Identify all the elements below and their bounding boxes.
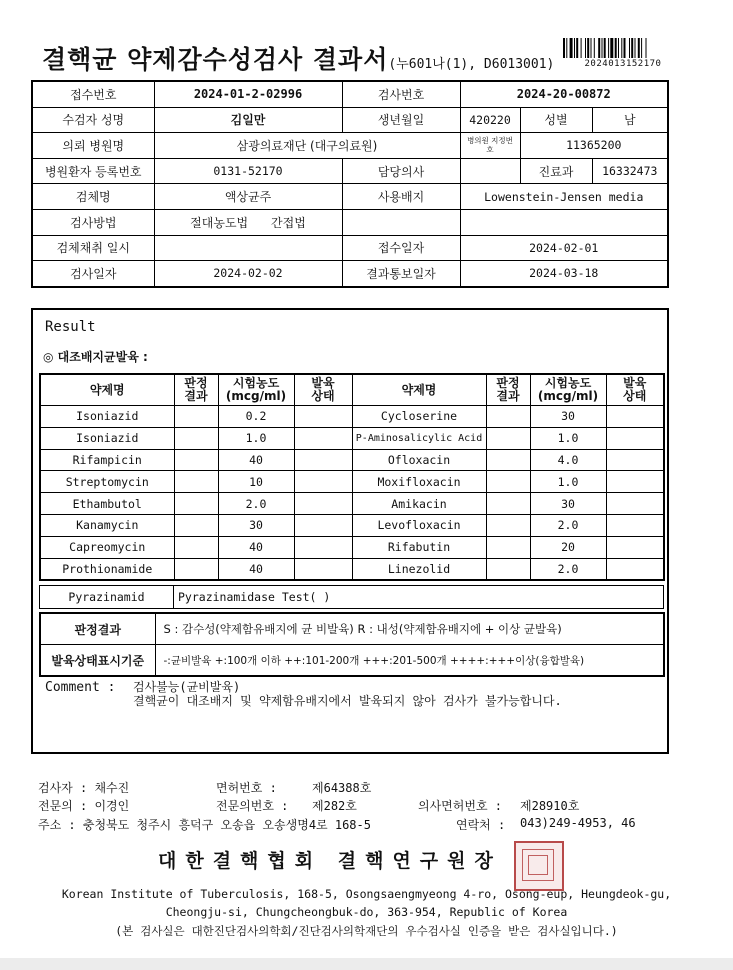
right-drug: Moxifloxacin — [352, 471, 486, 493]
specialist: 전문의 : 이경인 — [38, 799, 130, 813]
comment-label: Comment : — [45, 680, 116, 695]
left-growth — [294, 558, 352, 580]
method-absolute: 절대농도법 — [190, 215, 249, 230]
patient-name: 김일만 — [154, 107, 342, 133]
official-seal-icon — [514, 841, 564, 891]
left-drug: Prothionamide — [40, 558, 174, 580]
reception-no-label: 접수번호 — [32, 81, 154, 107]
table-row — [40, 406, 664, 428]
hospital-code-label: 병의원 지정번호 — [460, 133, 520, 159]
left-conc: 2.0 — [218, 493, 294, 515]
report-title — [42, 40, 554, 76]
footer-address-en-1: Korean Institute of Tuberculosis, 168-5, Osongsaengmyeong 4-ro, Osong-eup, Heungdeok-gu, — [61, 887, 672, 901]
left-growth — [294, 427, 352, 449]
pyrazinamide-row — [39, 585, 664, 609]
left-judge — [174, 536, 218, 558]
right-judge — [486, 514, 530, 536]
col-conc: 시험농도 (mcg/ml) — [218, 374, 294, 406]
birth-date: 420220 — [460, 107, 520, 133]
barcode-icon — [563, 38, 683, 58]
collect-label: 검체채취 일시 — [32, 235, 154, 261]
reported-date: 2024-03-18 — [460, 261, 668, 287]
judgement-label: 판정결과 — [40, 613, 155, 645]
left-conc: 40 — [218, 449, 294, 471]
left-drug: Isoniazid — [40, 427, 174, 449]
right-growth — [606, 427, 664, 449]
right-drug: Linezolid — [352, 558, 486, 580]
empty-cell — [460, 209, 668, 235]
right-drug: Ofloxacin — [352, 449, 486, 471]
col-growth: 발육 상태 — [606, 374, 664, 406]
left-growth — [294, 493, 352, 515]
right-judge — [486, 493, 530, 515]
doctor-label: 담당의사 — [342, 158, 460, 184]
table-row — [40, 493, 664, 515]
patient-reg: 0131-52170 — [154, 158, 342, 184]
right-conc: 1.0 — [530, 427, 606, 449]
right-conc: 30 — [530, 493, 606, 515]
right-drug: Levofloxacin — [352, 514, 486, 536]
left-conc: 30 — [218, 514, 294, 536]
left-judge — [174, 514, 218, 536]
right-judge — [486, 427, 530, 449]
reception-no: 2024-01-2-02996 — [154, 81, 342, 107]
growth-criteria-label: 발육상태표시기준 — [40, 645, 155, 677]
medium-value: Lowenstein-Jensen media — [460, 184, 668, 210]
patient-info-table — [31, 80, 669, 288]
table-row — [40, 471, 664, 493]
report-title-text: 결핵균 약제감수성검사 결과서 — [42, 45, 389, 74]
right-judge — [486, 449, 530, 471]
examiner: 검사자 : 채수진 — [38, 781, 130, 795]
method-value — [154, 209, 342, 235]
birth-label: 생년월일 — [342, 107, 460, 133]
right-conc: 1.0 — [530, 471, 606, 493]
contact-number: 043)249-4953, 46 — [520, 816, 636, 830]
result-title: Result — [45, 319, 96, 335]
sex-label: 성별 — [520, 107, 592, 133]
left-growth — [294, 536, 352, 558]
doctor-value — [460, 158, 520, 184]
table-row — [40, 449, 664, 471]
medium-label: 사용배지 — [342, 184, 460, 210]
specimen-label: 검체명 — [32, 184, 154, 210]
left-conc: 10 — [218, 471, 294, 493]
doctor-license-label: 의사면허번호 : — [418, 799, 503, 813]
left-judge — [174, 471, 218, 493]
method-label: 검사방법 — [32, 209, 154, 235]
right-drug: Rifabutin — [352, 536, 486, 558]
col-growth: 발육 상태 — [294, 374, 352, 406]
pza-test: Pyrazinamidase Test( ) — [174, 586, 664, 609]
footer-address-en-2: Cheongju-si, Chungcheongbuk-do, 363-954, Republic of Korea — [165, 905, 568, 919]
sex-value: 남 — [592, 107, 668, 133]
right-drug: Amikacin — [352, 493, 486, 515]
col-drug: 약제명 — [352, 374, 486, 406]
report-code: (누601나(1), D6013001) — [388, 57, 555, 72]
barcode-number: 2024013152170 — [584, 59, 662, 69]
left-drug: Streptomycin — [40, 471, 174, 493]
hospital-label: 의뢰 병원명 — [32, 133, 154, 159]
left-drug: Ethambutol — [40, 493, 174, 515]
table-row — [40, 427, 664, 449]
specialist-number: 제282호 — [312, 799, 357, 813]
received-label: 접수일자 — [342, 235, 460, 261]
dept-value: 16332473 — [592, 158, 668, 184]
reported-label: 결과통보일자 — [342, 261, 460, 287]
pza-drug: Pyrazinamid — [40, 586, 174, 609]
table-row — [40, 558, 664, 580]
left-drug: Capreomycin — [40, 536, 174, 558]
drug-susceptibility-table — [39, 373, 665, 581]
dept-label: 진료과 — [520, 158, 592, 184]
left-growth — [294, 406, 352, 428]
left-judge — [174, 406, 218, 428]
right-growth — [606, 514, 664, 536]
doctor-license-number: 제28910호 — [520, 799, 580, 813]
col-judge: 판정 결과 — [174, 374, 218, 406]
left-judge — [174, 493, 218, 515]
left-growth — [294, 514, 352, 536]
right-growth — [606, 558, 664, 580]
right-growth — [606, 449, 664, 471]
address: 주소 : 충청북도 청주시 흥덕구 오송읍 오송생명4로 168-5 — [38, 818, 371, 832]
collect-value — [154, 235, 342, 261]
right-growth — [606, 493, 664, 515]
left-drug: Isoniazid — [40, 406, 174, 428]
specialist-no-label: 전문의번호 : — [216, 799, 289, 813]
contact-label: 연락처 : — [456, 818, 506, 832]
right-judge — [486, 471, 530, 493]
right-conc: 20 — [530, 536, 606, 558]
received-date: 2024-02-01 — [460, 235, 668, 261]
patient-reg-label: 병원환자 등록번호 — [32, 158, 154, 184]
left-judge — [174, 449, 218, 471]
hospital-name: 삼광의료재단 (대구의료원) — [154, 133, 460, 159]
right-conc: 4.0 — [530, 449, 606, 471]
right-drug: Cycloserine — [352, 406, 486, 428]
hospital-code: 11365200 — [520, 133, 668, 159]
table-header-row — [40, 374, 664, 406]
right-growth — [606, 471, 664, 493]
left-judge — [174, 558, 218, 580]
legend-table — [39, 612, 665, 677]
left-drug: Rifampicin — [40, 449, 174, 471]
left-drug: Kanamycin — [40, 514, 174, 536]
method-indirect: 간접법 — [271, 215, 306, 230]
right-conc: 2.0 — [530, 514, 606, 536]
right-drug: P-Aminosalicylic Acid — [352, 427, 486, 449]
col-drug: 약제명 — [40, 374, 174, 406]
left-growth — [294, 449, 352, 471]
right-judge — [486, 558, 530, 580]
col-conc: 시험농도 (mcg/ml) — [530, 374, 606, 406]
control-media-growth: ◎ 대조배지균발육 : — [43, 350, 148, 364]
col-judge: 판정 결과 — [486, 374, 530, 406]
comment-line-2: 결핵균이 대조배지 및 약제함유배지에서 발육되지 않아 검사가 불가능합니다. — [133, 694, 562, 708]
page-bottom-bar — [0, 958, 733, 970]
left-conc: 40 — [218, 558, 294, 580]
judgement-text: S : 감수성(약제함유배지에 균 비발육) R : 내성(약제함유배지에 + 이상 균발육) — [155, 613, 664, 645]
exam-no-label: 검사번호 — [342, 81, 460, 107]
comment-line-1: 검사불능(균비발육) — [133, 680, 241, 694]
tested-date: 2024-02-02 — [154, 261, 342, 287]
right-conc: 30 — [530, 406, 606, 428]
organization-name: 대한결핵협회 결핵연구원장 — [158, 850, 502, 872]
table-row — [40, 514, 664, 536]
exam-no: 2024-20-00872 — [460, 81, 668, 107]
footer-certification-note: (본 검사실은 대한진단검사의학회/진단검사의학재단의 우수검사실 인증을 받은 검사실입니다.) — [115, 924, 618, 938]
patient-name-label: 수검자 성명 — [32, 107, 154, 133]
license-label: 면허번호 : — [216, 781, 277, 795]
left-conc: 0.2 — [218, 406, 294, 428]
right-growth — [606, 536, 664, 558]
left-growth — [294, 471, 352, 493]
license-number: 제64388호 — [312, 781, 372, 795]
table-row — [40, 536, 664, 558]
right-judge — [486, 406, 530, 428]
left-conc: 1.0 — [218, 427, 294, 449]
growth-criteria-text: -:균비발육 +:100개 이하 ++:101-200개 +++:201-500개 ++++:+++이상(융합발육) — [155, 645, 664, 677]
specimen-value: 액상균주 — [154, 184, 342, 210]
left-judge — [174, 427, 218, 449]
left-conc: 40 — [218, 536, 294, 558]
empty-cell — [342, 209, 460, 235]
tested-label: 검사일자 — [32, 261, 154, 287]
right-judge — [486, 536, 530, 558]
right-growth — [606, 406, 664, 428]
right-conc: 2.0 — [530, 558, 606, 580]
result-section — [31, 308, 669, 754]
